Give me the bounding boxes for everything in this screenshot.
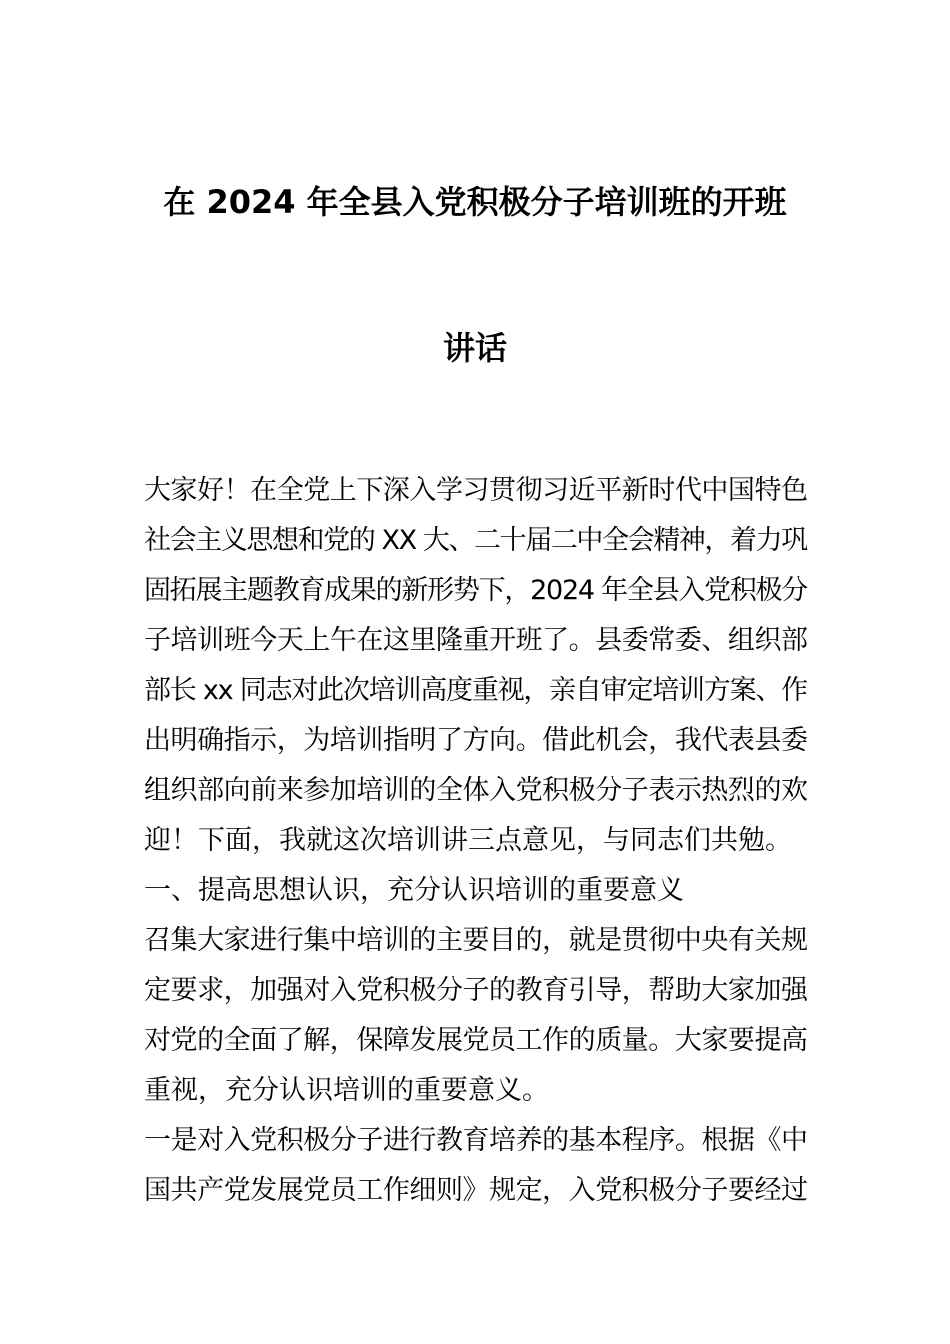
document-title-line-1: 在 2024 年全县入党积极分子培训班的开班 xyxy=(163,183,787,221)
body-line: 迎！下面，我就这次培训讲三点意见，与同志们共勉。 xyxy=(144,825,792,856)
body-line: 对党的全面了解，保障发展党员工作的质量。大家要提高 xyxy=(144,1025,808,1056)
body-line: 召集大家进行集中培训的主要目的，就是贯彻中央有关规 xyxy=(144,925,808,956)
document-body xyxy=(144,466,808,1216)
body-line: 社会主义思想和党的 XX 大、二十届二中全会精神，着力巩 xyxy=(144,525,807,556)
body-line: 大家好！在全党上下深入学习贯彻习近平新时代中国特色 xyxy=(144,475,808,506)
body-line: 出明确指示，为培训指明了方向。借此机会，我代表县委 xyxy=(144,725,808,756)
body-line: 子培训班今天上午在这里隆重开班了。县委常委、组织部 xyxy=(144,625,808,656)
body-line: 组织部向前来参加培训的全体入党积极分子表示热烈的欢 xyxy=(144,775,808,806)
body-line: 一是对入党积极分子进行教育培养的基本程序。根据《中 xyxy=(144,1125,808,1156)
body-line: 国共产党发展党员工作细则》规定，入党积极分子要经过 xyxy=(144,1175,808,1206)
document-title-line-2: 讲话 xyxy=(442,329,507,367)
body-line: 重视，充分认识培训的重要意义。 xyxy=(144,1075,549,1106)
body-line: 固拓展主题教育成果的新形势下，2024 年全县入党积极分 xyxy=(144,575,808,606)
body-line: 部长 xx 同志对此次培训高度重视，亲自审定培训方案、作 xyxy=(144,675,807,706)
section-heading: 一、提高思想认识，充分认识培训的重要意义 xyxy=(144,875,684,906)
body-line: 定要求，加强对入党积极分子的教育引导，帮助大家加强 xyxy=(144,975,808,1006)
